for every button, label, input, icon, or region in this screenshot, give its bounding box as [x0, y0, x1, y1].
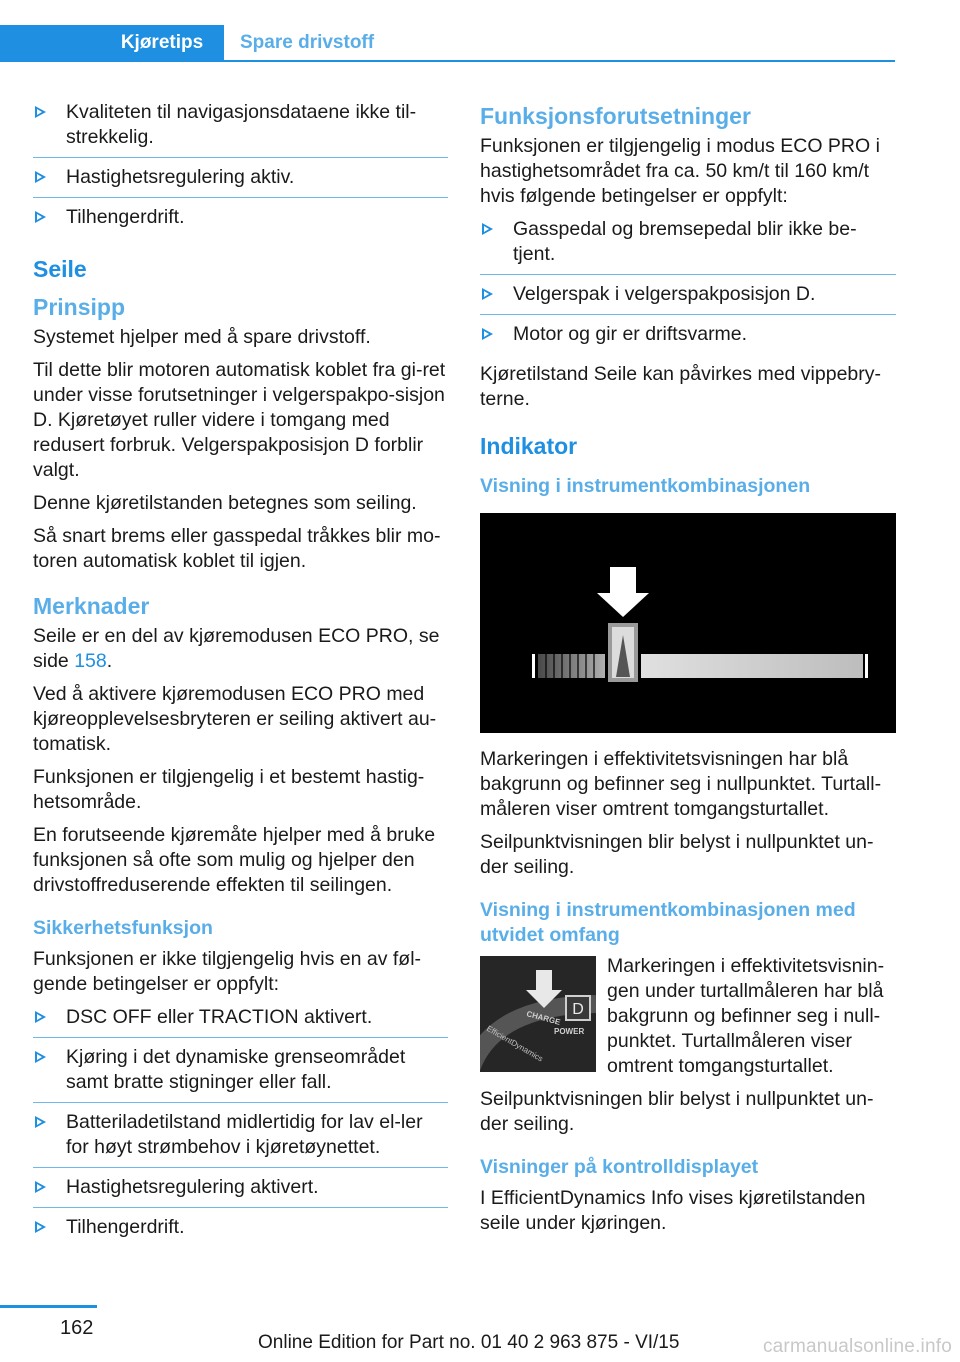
tab-kjoretips[interactable]	[0, 25, 224, 60]
tab-kjoretips-label: Kjøretips	[120, 31, 204, 53]
bullet-list-conditions	[480, 217, 896, 354]
heading-visning-utvidet-omfang: Visning i instrumentkombinasjonen med utvidet omfang	[480, 899, 856, 946]
power-label: POWER	[554, 1027, 585, 1036]
paragraph: Markeringen i effektivitetsvisningen har blå bakgrunn og befinner seg i nullpunktet. Turtall-måleren viser omtrent tomgangsturtallet.	[480, 748, 882, 820]
paragraph: Funksjonen er ikke tilgjengelig hvis en av føl-gende betingelser er oppfylt:	[33, 948, 422, 995]
paragraph: Funksjonen er tilgjengelig i modus ECO PRO i hastighetsområdet fra ca. 50 km/t til 160 km/t hvis følgende betingelser er oppfylt:	[480, 135, 880, 207]
list-item: Batteriladetilstand midlertidig for lav el-ler for høyt strømbehov i kjøretøynettet.	[33, 1110, 448, 1168]
paragraph: Ved å aktivere kjøremodusen ECO PRO med kjøreopplevelsesbryteren er seiling aktivert au-tomatisk.	[33, 683, 437, 755]
heading-indikator: Indikator	[480, 433, 578, 459]
list-item: Tilhengerdrift.	[33, 1215, 448, 1247]
triangle-bullet-icon	[482, 288, 493, 300]
triangle-bullet-icon	[35, 106, 46, 118]
extended-display-figure	[480, 956, 596, 1072]
list-item: Tilhengerdrift.	[33, 205, 448, 237]
bullet-list-top	[33, 100, 448, 237]
header-rule	[0, 60, 895, 62]
triangle-bullet-icon	[35, 1181, 46, 1193]
heading-prinsipp: Prinsipp	[33, 294, 126, 320]
paragraph: Til dette blir motoren automatisk koblet fra gi-ret under visse forutsetninger i velgerspakpo-sisjon D. Kjøretøyet ruller videre i tomgang med redusert forbruk. Velgerspakposisjon D forblir valgt.	[33, 359, 446, 481]
edition-footer: Online Edition for Part no. 01 40 2 963 875 - VI/15	[258, 1332, 680, 1353]
paragraph: Funksjonen er tilgjengelig i et bestemt hastig-hetsområde.	[33, 766, 425, 813]
heading-visninger-kontrolldisplayet: Visninger på kontrolldisplayet	[480, 1156, 759, 1178]
list-item: Kjøring i det dynamiske grenseområdet samt bratte stigninger eller fall.	[33, 1045, 448, 1103]
paragraph: Denne kjøretilstanden betegnes som seiling.	[33, 492, 417, 514]
page-header	[0, 25, 895, 62]
paragraph: Seile er en del av kjøremodusen ECO PRO, se side 158.	[33, 625, 440, 672]
triangle-bullet-icon	[35, 1116, 46, 1128]
paragraph: Kjøretilstand Seile kan påvirkes med vippebry-terne.	[480, 363, 882, 410]
right-column	[480, 100, 896, 1244]
tab-spare-drivstoff-label: Spare drivstoff	[240, 31, 375, 53]
list-item: Hastighetsregulering aktivert.	[33, 1175, 448, 1208]
list-item: Gasspedal og bremsepedal blir ikke be-tjent.	[480, 217, 896, 275]
heading-seile: Seile	[33, 256, 87, 282]
list-item: Hastighetsregulering aktiv.	[33, 165, 448, 198]
charge-label: CHARGE	[525, 1009, 562, 1027]
heading-sikkerhetsfunksjon: Sikkerhetsfunksjon	[33, 917, 213, 939]
watermark: carmanualsonline.info	[762, 1336, 952, 1357]
extended-display-block	[480, 954, 896, 1079]
paragraph: Så snart brems eller gasspedal tråkkes blir mo-toren automatisk koblet til igjen.	[33, 525, 441, 572]
efficientdynamics-label: EfficientDynamics	[485, 1023, 545, 1064]
paragraph: Seilpunktvisningen blir belyst i nullpunktet un-der seiling.	[480, 831, 874, 878]
triangle-bullet-icon	[482, 223, 493, 235]
list-item: Kvaliteten til navigasjonsdataene ikke til-strekkelig.	[33, 100, 448, 158]
page-number: 162	[60, 1317, 94, 1339]
triangle-bullet-icon	[35, 1221, 46, 1233]
paragraph: I EfficientDynamics Info vises kjøretilstanden seile under kjøringen.	[480, 1187, 866, 1234]
list-item: Velgerspak i velgerspakposisjon D.	[480, 282, 896, 315]
triangle-bullet-icon	[35, 1011, 46, 1023]
efficiency-display-figure	[480, 513, 896, 733]
page-link-158[interactable]: 158	[74, 650, 107, 672]
paragraph: En forutseende kjøremåte hjelper med å bruke funksjonen så ofte som mulig og hjelper den drivstoffreduserende effekten til seilingen.	[33, 824, 436, 896]
paragraph: Seilpunktvisningen blir belyst i nullpunktet un-der seiling.	[480, 1088, 874, 1135]
heading-visning-instrumentkombinasjonen: Visning i instrumentkombinasjonen	[480, 475, 811, 497]
heading-merknader: Merknader	[33, 593, 150, 619]
heading-funksjonsforutsetninger: Funksjonsforutsetninger	[480, 103, 751, 129]
left-column	[33, 100, 448, 1255]
triangle-bullet-icon	[35, 211, 46, 223]
list-item: Motor og gir er driftsvarme.	[480, 322, 896, 354]
tab-spare-drivstoff[interactable]	[224, 25, 895, 60]
list-item: DSC OFF eller TRACTION aktivert.	[33, 1005, 448, 1038]
gear-d-label: D	[572, 1001, 584, 1018]
paragraph: Systemet hjelper med å spare drivstoff.	[33, 326, 371, 348]
bullet-list-bottom	[33, 1005, 448, 1247]
paragraph: Markeringen i effektivitetsvisnin-gen under turtallmåleren har blå bakgrunn og befinner seg i null-punktet. Turtallmåleren viser omtrent tomgangsturtallet.	[607, 955, 885, 1077]
triangle-bullet-icon	[35, 171, 46, 183]
triangle-bullet-icon	[482, 328, 493, 340]
footer-rule	[0, 1305, 97, 1308]
triangle-bullet-icon	[35, 1051, 46, 1063]
